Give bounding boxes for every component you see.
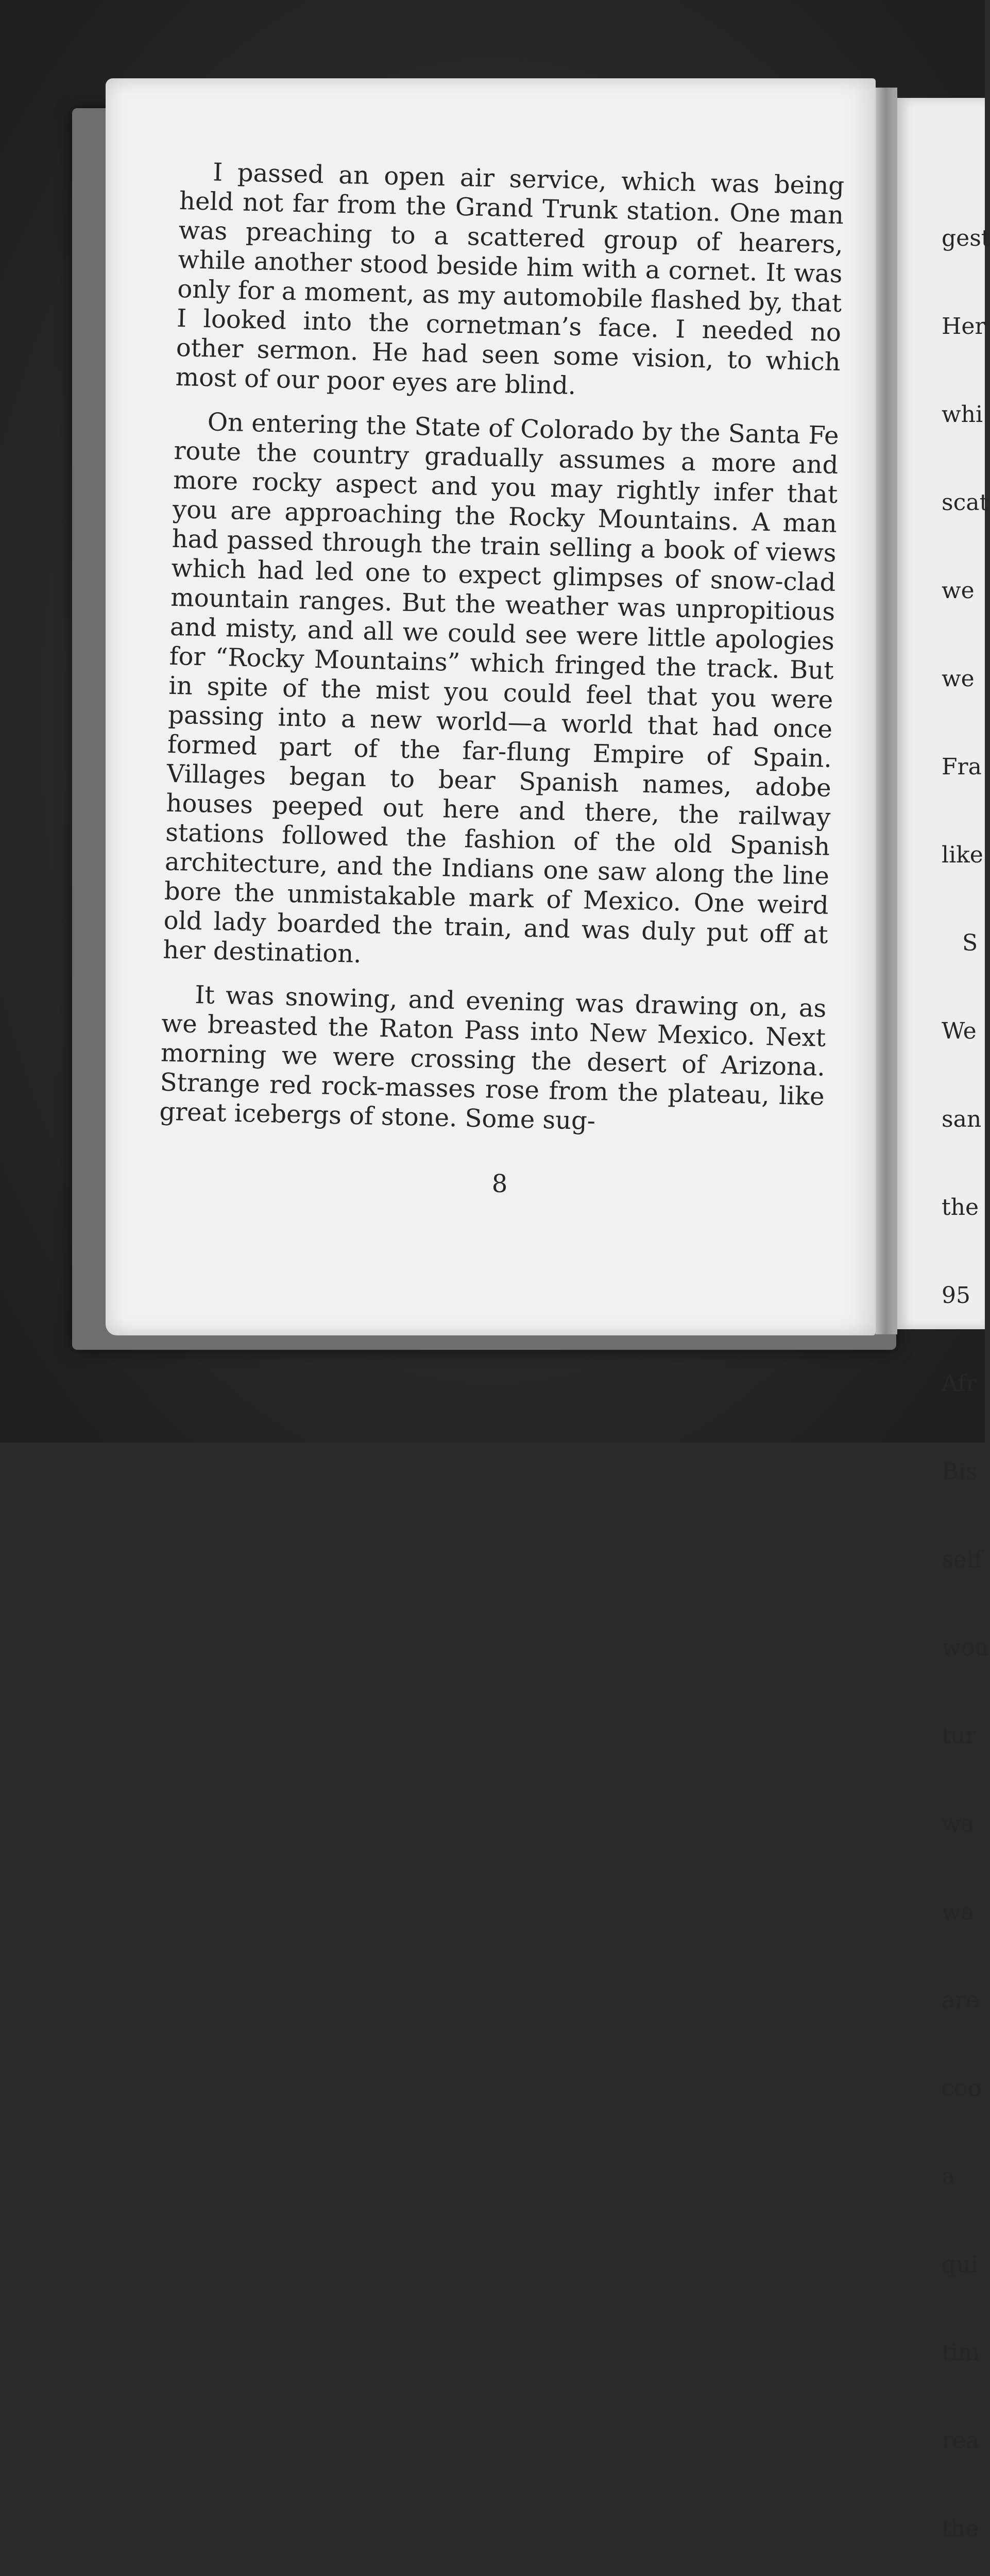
fragment-line: tur	[942, 1723, 977, 1749]
fragment-line: whi	[942, 401, 983, 428]
paragraph-3: It was snowing, and evening was drawing on, as we breasted the Raton Pass into New Mexico. Next morning we were crossing the desert of Arizona. Strange red rock-masses rose from the plateau, like great icebergs of stone. Some sug-	[159, 980, 827, 1136]
fragment-line: 95	[942, 1282, 970, 1309]
fragment-line: Afr	[942, 1370, 977, 1397]
book-gutter	[876, 88, 897, 1334]
fragment-line: tim	[942, 2340, 980, 2366]
fragment-line: like	[942, 842, 983, 868]
paragraph-1: I passed an open air service, which was being held not far from the Grand Trunk station. One man was preaching to a scattered group of hearers, while another stood beside him with a cornet. It was only for a moment, as my automobile flashed by, that I looked into the cornetman’s face. I needed no other sermon. He had seen some vision, to which most of our poor eyes are blind.	[175, 158, 845, 400]
fragment-line: We	[942, 1018, 977, 1044]
fragment-line: wa	[942, 1899, 975, 1925]
paragraph-2: On entering the State of Colorado by the Santa Fe route the country gradually assumes a more and more rocky aspect and you may rightly infer that you are approaching the Rocky Mountains. A man had passed through the train selling a book of views which had led one to expect glimpses of snow-clad mountain ranges. But the weather was unpropitious and misty, and all we could see were little apologies for “Rocky Mountains” which fringed the track. But in spite of the mist you could feel that you were passing into a new world—a world that had once formed part of the far-flung Empire of Spain. Villages began to bear Spanish names, adobe houses peeped out here and there, the railway stations followed the fashion of the old Spanish architecture, and the Indians one saw along the line bore the unmistakable mark of Mexico. One weird old lady boarded the train, and was duly put off at her destination.	[162, 408, 840, 969]
fragment-line: S	[962, 930, 978, 956]
fragment-line: the	[942, 1194, 979, 1221]
fragment-line: scat	[942, 489, 989, 516]
fragment-line: Fra	[942, 754, 982, 780]
fragment-line: are	[942, 1987, 980, 2013]
fragment-line: gest	[942, 225, 990, 251]
right-page-fragments	[942, 165, 990, 2576]
fragment-line: a	[942, 2163, 955, 2190]
fragment-line: wou	[942, 1635, 989, 1661]
fragment-line: we	[942, 666, 975, 692]
fragment-line: self	[942, 1547, 982, 1573]
left-page-body	[159, 157, 844, 1156]
fragment-line: Bis	[942, 1459, 977, 1485]
fragment-line: coo	[942, 2075, 982, 2102]
fragment-line: qui	[942, 2251, 978, 2278]
fragment-line: the	[942, 2516, 979, 2542]
fragment-line: wa	[942, 1811, 975, 1837]
page-number: 8	[491, 1170, 508, 1198]
fragment-line: we	[942, 578, 975, 604]
fragment-line: Her	[942, 313, 986, 340]
fragment-line: san	[942, 1106, 982, 1132]
fragment-line: rea	[942, 2428, 980, 2454]
